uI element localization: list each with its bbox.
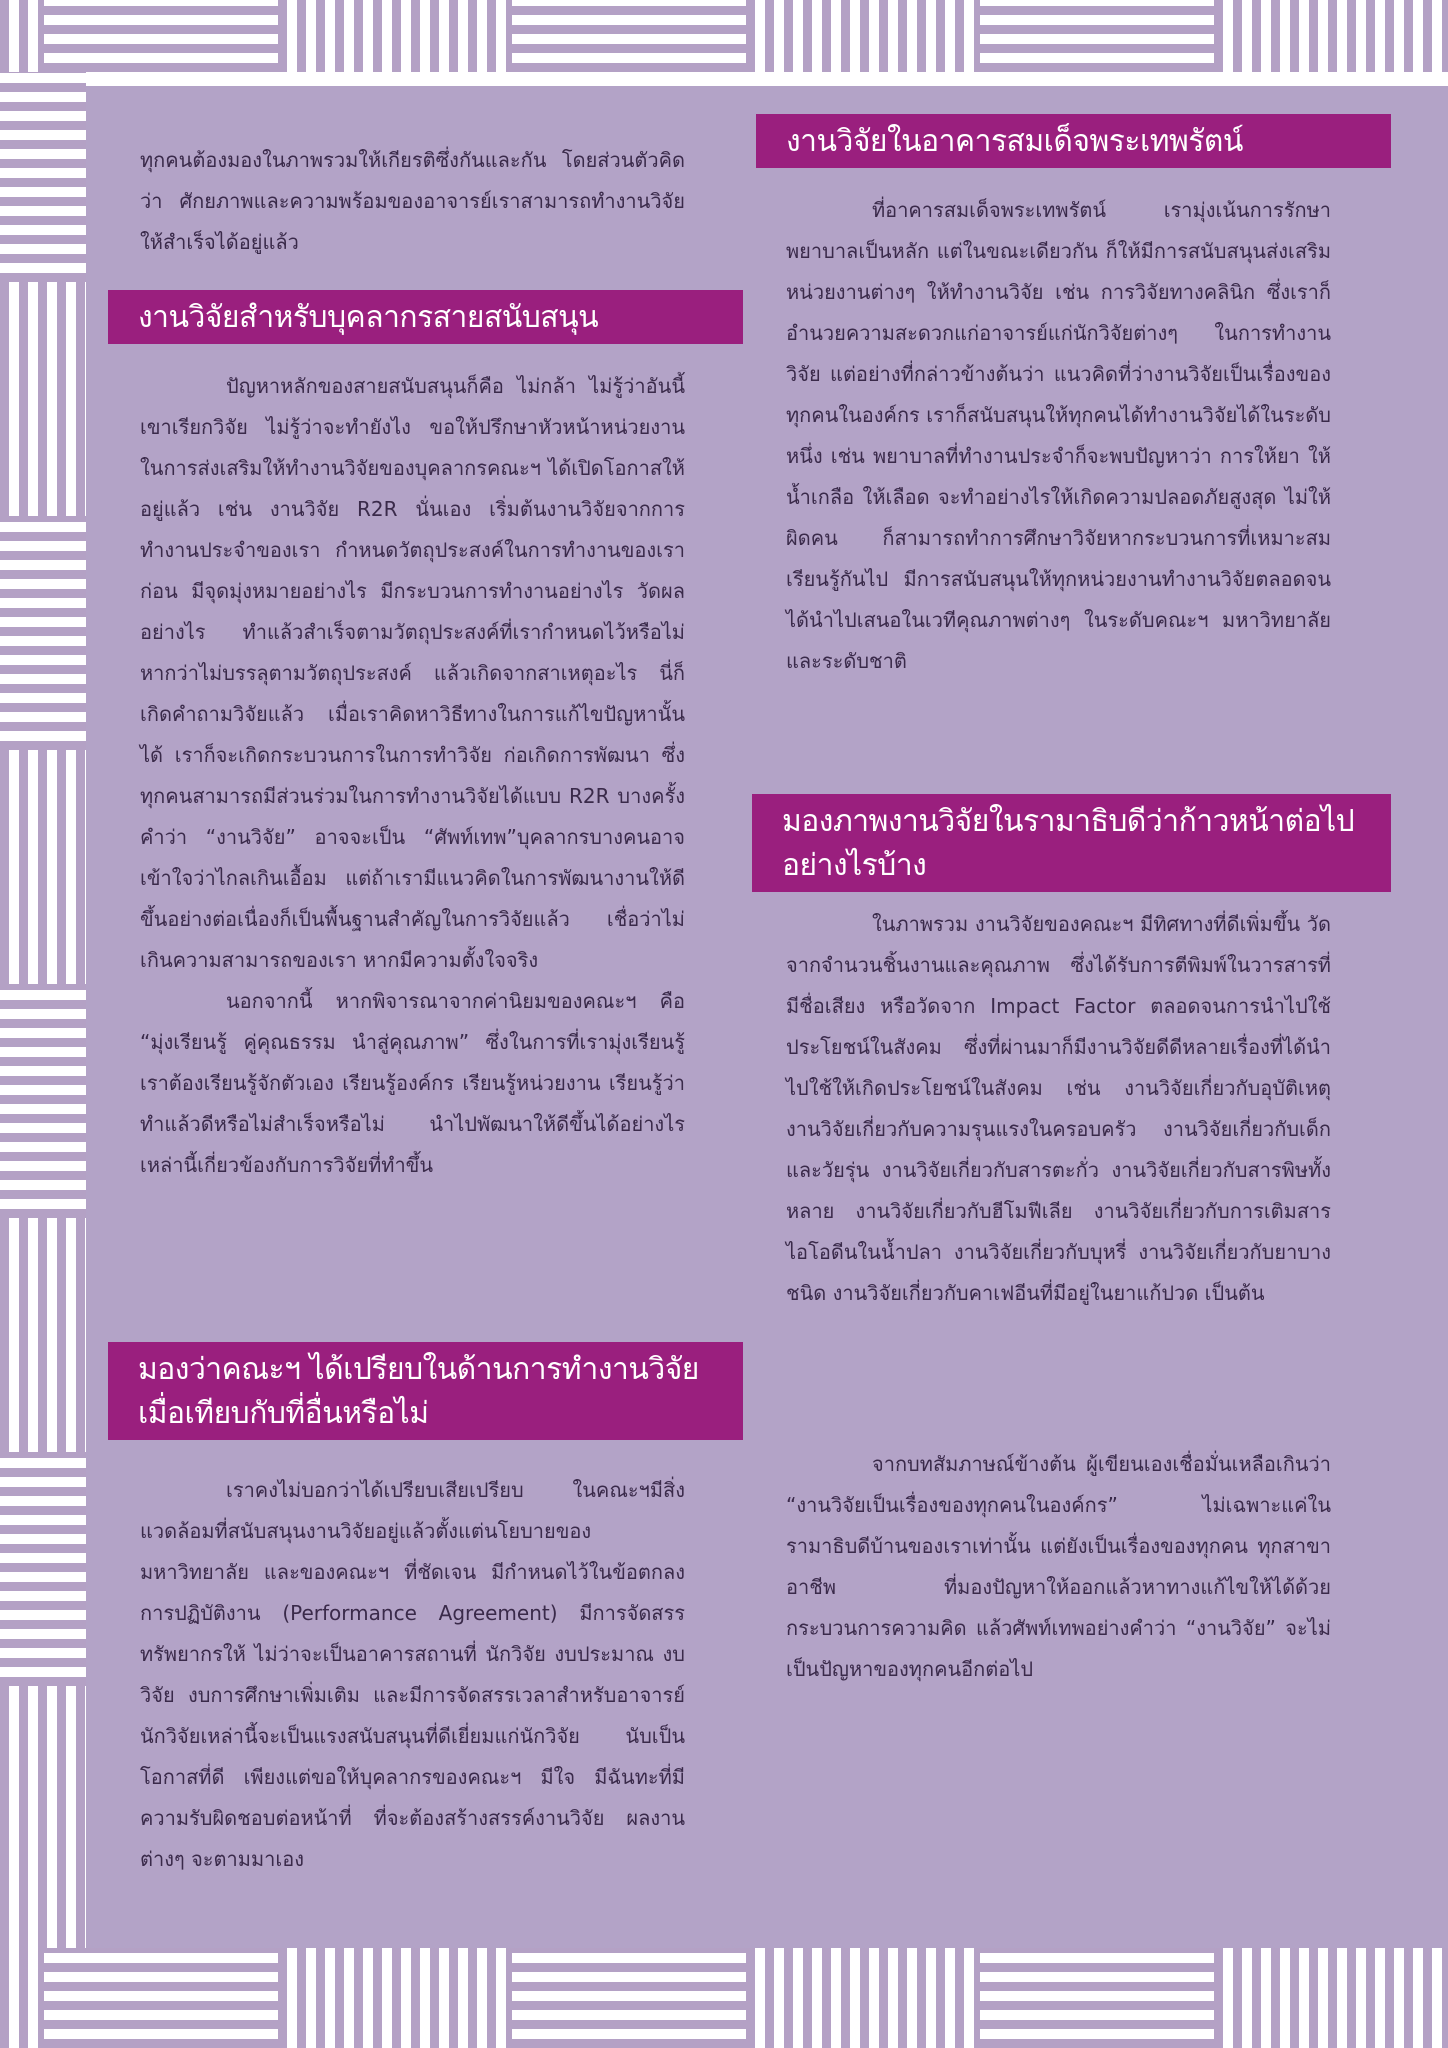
heading-ramathibodi-progress: มองภาพงานวิจัยในรามาธิบดีว่าก้าวหน้าต่อไปอย่างไรบ้าง [752,794,1391,892]
left-column [140,140,685,263]
heading-support-staff-research: งานวิจัยสำหรับบุคลากรสายสนับสนุน [108,290,743,344]
faculty-advantage-paragraph: เราคงไม่บอกว่าได้เปรียบเสียเปรียบ ในคณะฯมีสิ่งแวดล้อมที่สนับสนุนงานวิจัยอยู่แล้วตั้งแต่นโยบายของมหาวิทยาลัย และของคณะฯ ที่ชัดเจน มีกำหนดไว้ในข้อตกลงการปฏิบัติงาน (Performance Agreement) มีการจัดสรรทรัพยากรให้ ไม่ว่าจะเป็นอาคารสถานที่ นักวิจัย งบประมาณ งบวิจัย งบการศึกษาเพิ่มเติม และมีการจัดสรรเวลาสำหรับอาจารย์นักวิจัยเหล่านี้จะเป็นแรงสนับสนุนที่ดีเยี่ยมแก่นักวิจัย นับเป็นโอกาสที่ดี เพียงแต่ขอให้บุคลากรของคณะฯ มีใจ มีฉันทะที่มีความรับผิดชอบต่อหน้าที่ ที่จะต้องสร้างสรรค์งานวิจัย ผลงานต่างๆ จะตามมาเอง [140,1478,685,1871]
building-research-section [786,190,1331,682]
stripe-block [980,0,1214,72]
stripe-block [44,0,278,72]
values-paragraph: นอกจากนี้ หากพิจารณาจากค่านิยมของคณะฯ คือ “มุ่งเรียนรู้ คู่คุณธรรม นำสู่คุณภาพ” ซึ่งในการที่เรามุ่งเรียนรู้ เราต้องเรียนรู้จักตัวเอง เรียนรู้องค์กร เรียนรู้หน่วยงาน เรียนรู้ว่าทำแล้วดีหรือไม่สำเร็จหรือไม่ นำไปพัฒนาให้ดีขึ้นได้อย่างไร เหล่านี้เกี่ยวข้องกับการวิจัยที่ทำขึ้น [140,989,685,1177]
stripe-block [1214,1948,1448,2048]
stripe-block [980,1948,1214,2048]
stripe-block [512,1948,746,2048]
stripe-block [0,0,44,72]
building-research-paragraph: ที่อาคารสมเด็จพระเทพรัตน์ เรามุ่งเน้นการรักษาพยาบาลเป็นหลัก แต่ในขณะเดียวกัน ก็ให้มีการสนับสนุนส่งเสริมหน่วยงานต่างๆ ให้ทำงานวิจัย เช่น การวิจัยทางคลินิก ซึ่งเราก็อำนวยความสะดวกแก่อาจารย์แก่นักวิจัยต่างๆ ในการทำงานวิจัย แต่อย่างที่กล่าวข้างต้นว่า แนวคิดที่ว่างานวิจัยเป็นเรื่องของทุกคนในองค์กร เราก็สนับสนุนให้ทุกคนได้ทำงานวิจัยได้ในระดับหนึ่ง เช่น พยาบาลที่ทำงานประจำก็จะพบปัญหาว่า การให้ยา ให้น้ำเกลือ ให้เลือด จะทำอย่างไรให้เกิดความปลอดภัยสูงสุด ไม่ให้ผิดคน ก็สามารถทำการศึกษาวิจัยหากระบวนการที่เหมาะสม เรียนรู้กันไป มีการสนับสนุนให้ทุกหน่วยงานทำงานวิจัยตลอดจนได้นำไปเสนอในเวทีคุณภาพต่างๆ ในระดับคณะฯ มหาวิทยาลัย และระดับชาติ [786,198,1331,673]
stripe-block [0,750,86,984]
stripe-block [0,282,86,516]
stripe-block [0,1948,44,2048]
stripe-block [0,72,86,282]
stripe-block [1214,0,1448,72]
conclusion-section [786,1444,1331,1690]
intro-paragraph: ทุกคนต้องมองในภาพรวมให้เกียรติซึ่งกันและกัน โดยส่วนตัวคิดว่า ศักยภาพและความพร้อมของอาจารย์เราสามารถทำงานวิจัยให้สำเร็จได้อยู่แล้ว [140,148,685,254]
heading-faculty-advantage: มองว่าคณะฯ ได้เปรียบในด้านการทำงานวิจัยเมื่อเทียบกับที่อื่นหรือไม่ [108,1342,743,1440]
stripe-block [278,1948,512,2048]
stripe-block [0,1452,86,1686]
ramathibodi-progress-section [786,904,1331,1314]
support-staff-section [140,366,685,1186]
support-staff-paragraph: ปัญหาหลักของสายสนับสนุนก็คือ ไม่กล้า ไม่รู้ว่าอันนี้เขาเรียกวิจัย ไม่รู้ว่าจะทำยังไง ขอให้ปรึกษาหัวหน้าหน่วยงาน ในการส่งเสริมให้ทำงานวิจัยของบุคลากรคณะฯ ได้เปิดโอกาสให้อยู่แล้ว เช่น งานวิจัย R2R นั่นเอง เริ่มต้นงานวิจัยจากการทำงานประจำของเรา กำหนดวัตถุประสงค์ในการทำงานของเราก่อน มีจุดมุ่งหมายอย่างไร มีกระบวนการทำงานอย่างไร วัดผลอย่างไร ทำแล้วสำเร็จตามวัตถุประสงค์ที่เรากำหนดไว้หรือไม่ หากว่าไม่บรรลุตามวัตถุประสงค์ แล้วเกิดจากสาเหตุอะไร นี่ก็เกิดคำถามวิจัยแล้ว เมื่อเราคิดหาวิธีทางในการแก้ไขปัญหานั้นได้ เราก็จะเกิดกระบวนการในการทำวิจัย ก่อเกิดการพัฒนา ซึ่งทุกคนสามารถมีส่วนร่วมในการทำงานวิจัยได้แบบ R2R บางครั้งคำว่า “งานวิจัย” อาจจะเป็น “ศัพท์เทพ”บุคลากรบางคนอาจเข้าใจว่าไกลเกินเอื้อม แต่ถ้าเรามีแนวคิดในการพัฒนางานให้ดีขึ้นอย่างต่อเนื่องก็เป็นพื้นฐานสำคัญในการวิจัยแล้ว เชื่อว่าไม่เกินความสามารถของเรา หากมีความตั้งใจจริง [140,374,685,972]
ramathibodi-progress-paragraph: ในภาพรวม งานวิจัยของคณะฯ มีทิศทางที่ดีเพิ่มขึ้น วัดจากจำนวนชิ้นงานและคุณภาพ ซึ่งได้รับการตีพิมพ์ในวารสารที่มีชื่อเสียง หรือวัดจาก Impact Factor ตลอดจนการนำไปใช้ประโยชน์ในสังคม ซึ่งที่ผ่านมาก็มีงานวิจัยดีดีหลายเรื่องที่ได้นำไปใช้ให้เกิดประโยชน์ในสังคม เช่น งานวิจัยเกี่ยวกับอุบัติเหตุ งานวิจัยเกี่ยวกับความรุนแรงในครอบครัว งานวิจัยเกี่ยวกับเด็กและวัยรุ่น งานวิจัยเกี่ยวกับสารตะกั่ว งานวิจัยเกี่ยวกับสารพิษทั้งหลาย งานวิจัยเกี่ยวกับฮีโมฟีเลีย งานวิจัยเกี่ยวกับการเติมสารไอโอดีนในน้ำปลา งานวิจัยเกี่ยวกับบุหรี่ งานวิจัยเกี่ยวกับยาบางชนิด งานวิจัยเกี่ยวกับคาเฟอีนที่มีอยู่ในยาแก้ปวด เป็นต้น [786,912,1331,1305]
stripe-block [44,1948,278,2048]
stripe-block [512,0,746,72]
stripe-block [278,0,512,72]
faculty-advantage-section [140,1470,685,1880]
stripe-block [0,1218,86,1452]
stripe-block [0,1686,86,1948]
stripe-block [0,516,86,750]
stripe-block [0,984,86,1218]
stripe-block [746,1948,980,2048]
stripe-block [746,0,980,72]
heading-building-research: งานวิจัยในอาคารสมเด็จพระเทพรัตน์ [756,114,1391,168]
conclusion-paragraph: จากบทสัมภาษณ์ข้างต้น ผู้เขียนเองเชื่อมั่นเหลือเกินว่า “งานวิจัยเป็นเรื่องของทุกคนในองค์กร” ไม่เฉพาะแค่ในรามาธิบดีบ้านของเราเท่านั้น แต่ยังเป็นเรื่องของทุกคน ทุกสาขาอาชีพ ที่มองปัญหาให้ออกแล้วหาทางแก้ไขให้ได้ด้วยกระบวนการความคิด แล้วศัพท์เทพอย่างคำว่า “งานวิจัย” จะไม่เป็นปัญหาของทุกคนอีกต่อไป [786,1452,1331,1681]
